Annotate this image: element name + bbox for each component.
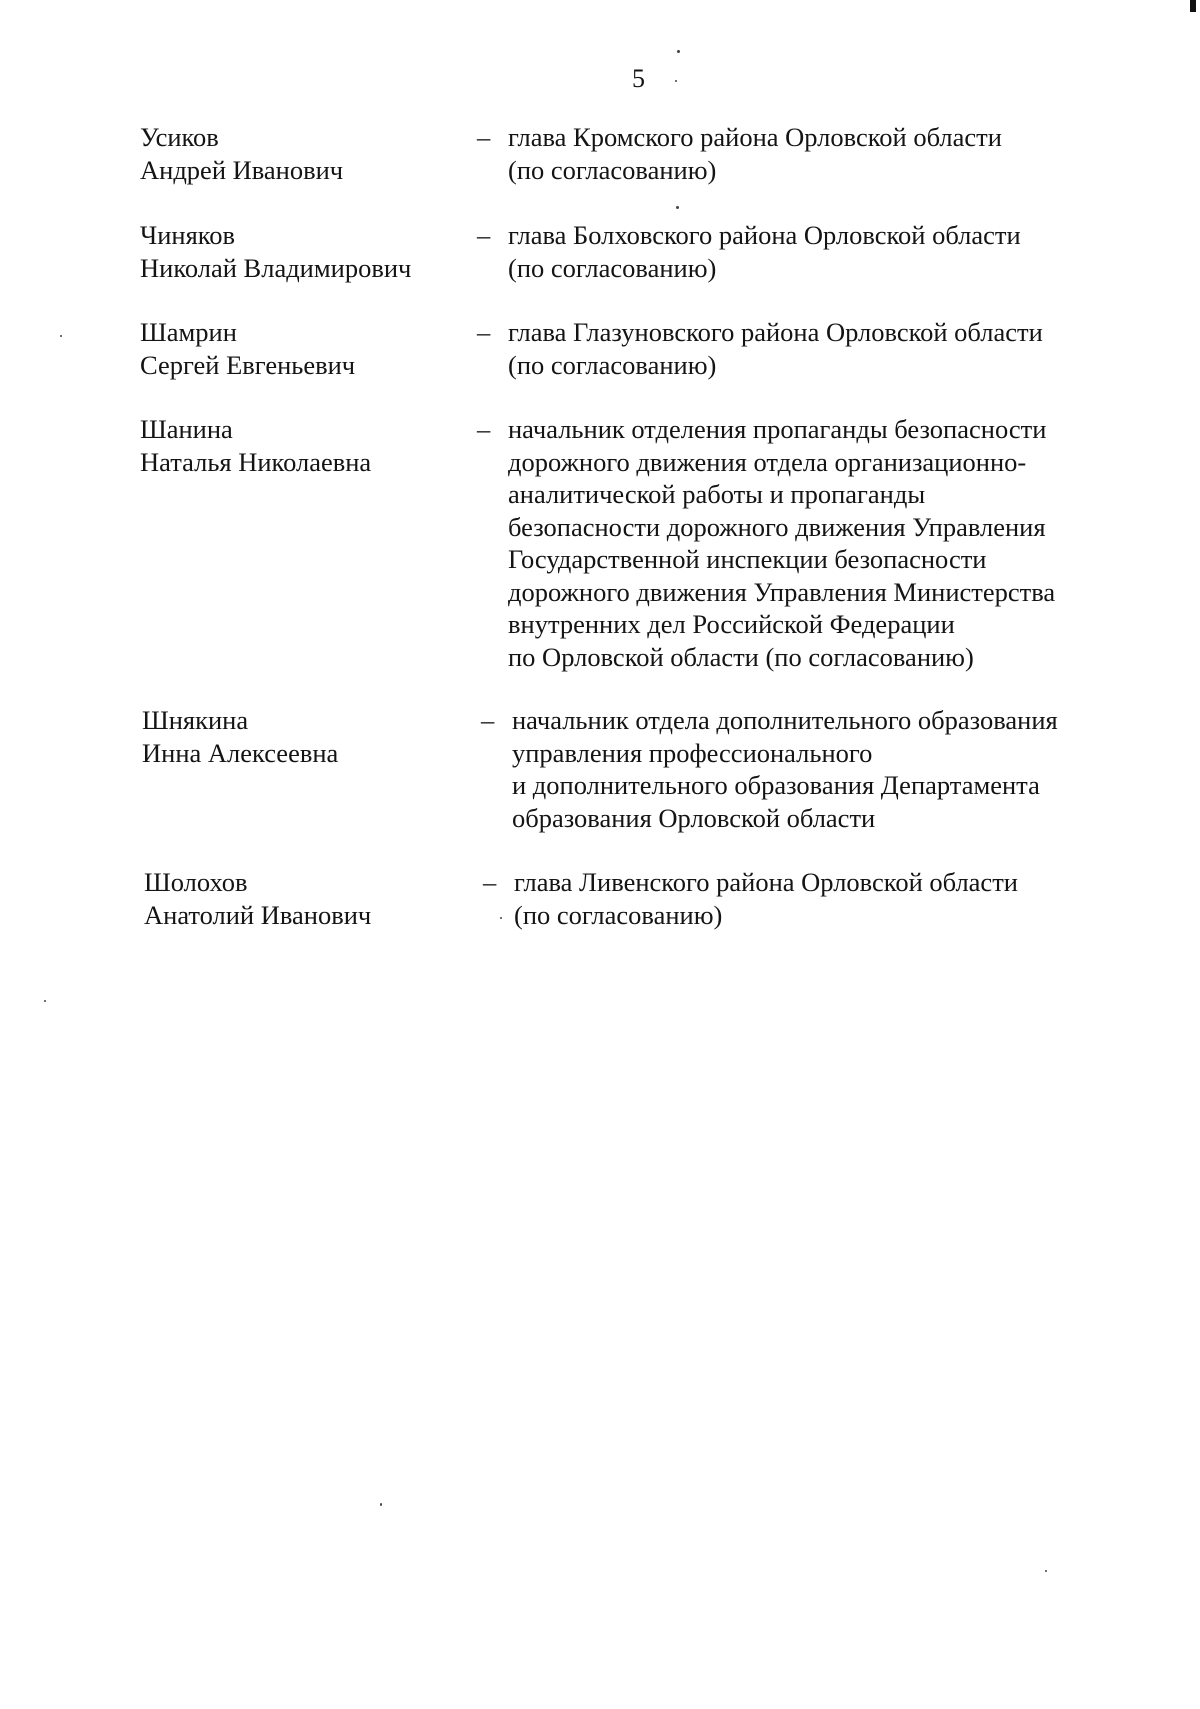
member-name (140, 316, 355, 381)
position-line: внутренних дел Российской Федерации (508, 609, 955, 639)
member-surname: Шолохов (144, 867, 248, 897)
position-line: дорожного движения отдела организационно- (508, 446, 1027, 477)
dash-separator: – (483, 867, 497, 897)
member-given-names: Николай Владимирович (140, 252, 412, 283)
position-line: по Орловской области (по согласованию) (508, 641, 974, 672)
dash-separator: – (477, 317, 491, 347)
position-line: (по согласованию) (514, 899, 723, 930)
scan-speck (380, 1503, 382, 1506)
member-name (140, 121, 343, 186)
position-line: (по согласованию) (508, 252, 717, 283)
member-given-names: Андрей Иванович (140, 154, 344, 185)
position-line: и дополнительного образования Департамента (512, 770, 1040, 800)
scan-speck (60, 335, 62, 337)
member-given-names: Инна Алексеевна (142, 737, 339, 768)
member-position (508, 219, 1021, 284)
dash-separator: – (477, 220, 491, 250)
member-surname: Шнякина (142, 705, 249, 735)
member-position (508, 316, 1043, 381)
position-line: глава Кромского района Орловской области (508, 122, 1002, 152)
member-given-names: Сергей Евгеньевич (140, 349, 356, 380)
position-line: (по согласованию) (508, 349, 717, 380)
position-line: безопасности дорожного движения Управления (508, 511, 1046, 542)
scan-speck (1045, 1570, 1047, 1572)
member-position (514, 866, 1018, 931)
member-surname: Усиков (140, 122, 219, 152)
scan-mark (1190, 0, 1196, 12)
position-line: глава Глазуновского района Орловской области (508, 317, 1043, 347)
position-line: управления профессионального (512, 737, 873, 768)
member-surname: Чиняков (140, 220, 236, 250)
scan-speck (675, 80, 677, 82)
member-name (140, 413, 371, 478)
position-line: глава Болховского района Орловской области (508, 220, 1021, 250)
position-line: (по согласованию) (508, 154, 717, 185)
member-name (140, 219, 411, 284)
member-given-names: Анатолий Иванович (144, 899, 372, 930)
position-line: Государственной инспекции безопасности (508, 544, 987, 574)
position-line: глава Ливенского района Орловской области (514, 867, 1018, 897)
member-position (508, 413, 1055, 673)
dash-separator: – (481, 705, 495, 735)
member-position (512, 704, 1058, 834)
dash-separator: – (477, 414, 491, 444)
scan-speck (676, 206, 679, 209)
member-surname: Шамрин (140, 317, 237, 347)
position-line: начальник отделения пропаганды безопасности (508, 414, 1047, 444)
member-name (142, 704, 338, 769)
member-given-names: Наталья Николаевна (140, 446, 372, 477)
member-name (144, 866, 371, 931)
member-surname: Шанина (140, 414, 233, 444)
scan-speck (500, 917, 502, 919)
position-line: образования Орловской области (512, 802, 876, 833)
member-position (508, 121, 1002, 186)
position-line: начальник отдела дополнительного образования (512, 705, 1058, 735)
scan-speck (677, 50, 680, 53)
dash-separator: – (477, 122, 491, 152)
scan-speck (44, 1000, 46, 1002)
position-line: дорожного движения Управления Министерства (508, 576, 1056, 607)
position-line: аналитической работы и пропаганды (508, 479, 926, 509)
page-number: 5 (632, 64, 645, 93)
